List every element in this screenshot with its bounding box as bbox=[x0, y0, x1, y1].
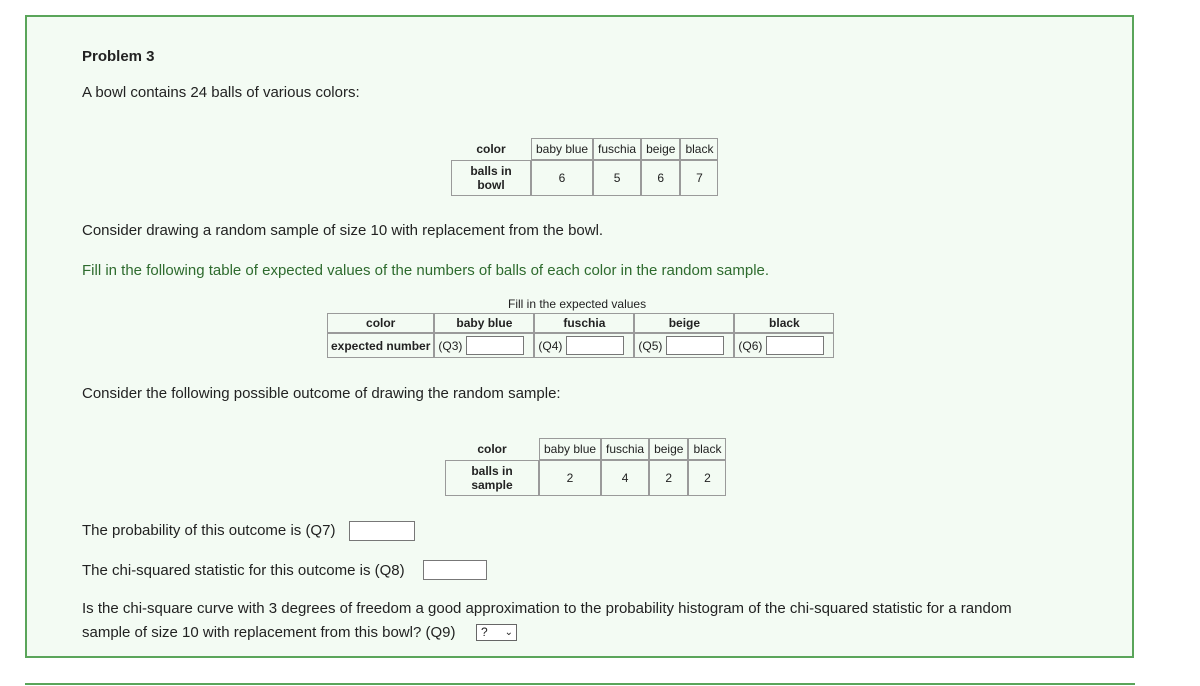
bowl-table-count: 6 bbox=[641, 160, 680, 196]
sample-table-count: 2 bbox=[649, 460, 688, 496]
bowl-table-header-row bbox=[451, 138, 718, 160]
expected-cell-q5 bbox=[634, 333, 734, 358]
q3-label: (Q3) bbox=[438, 338, 463, 353]
expected-cell-q3 bbox=[434, 333, 534, 358]
expected-table-caption: Fill in the expected values bbox=[508, 297, 647, 311]
bowl-table-count-row bbox=[451, 160, 718, 196]
bowl-table-count: 7 bbox=[680, 160, 718, 196]
expected-cell-q6 bbox=[734, 333, 834, 358]
sample-sentence: Consider drawing a random sample of size 10 with replacement from the bowl. bbox=[82, 222, 604, 239]
expected-table-color: fuschia bbox=[534, 313, 634, 333]
expected-table-color-label: color bbox=[327, 313, 434, 333]
q4-label: (Q4) bbox=[538, 338, 563, 353]
sample-table-count: 2 bbox=[539, 460, 601, 496]
expected-table-header-row bbox=[327, 313, 834, 333]
bowl-table-count: 5 bbox=[593, 160, 641, 196]
expected-table-color: baby blue bbox=[434, 313, 534, 333]
q4-input[interactable] bbox=[566, 336, 624, 355]
sample-table-count: 4 bbox=[601, 460, 649, 496]
q5-input[interactable] bbox=[666, 336, 724, 355]
intro-text: A bowl contains 24 balls of various colors: bbox=[82, 84, 360, 101]
fill-instruction: Fill in the following table of expected values of the numbers of balls of each color in the random sample. bbox=[82, 262, 770, 279]
expected-table-input-row bbox=[327, 333, 834, 358]
q9-text-line2: sample of size 10 with replacement from this bowl? (Q9) bbox=[82, 624, 456, 641]
sample-table-color: fuschia bbox=[601, 438, 649, 460]
outcome-sentence: Consider the following possible outcome of drawing the random sample: bbox=[82, 385, 561, 402]
sample-table-color-label: color bbox=[445, 438, 539, 460]
chevron-down-icon: ⌄ bbox=[504, 627, 513, 638]
sample-table-color: baby blue bbox=[539, 438, 601, 460]
bottom-divider bbox=[25, 683, 1135, 685]
q9-select-value: ? bbox=[481, 625, 488, 639]
bowl-table-count-label: balls in bowl bbox=[451, 160, 531, 196]
q6-label: (Q6) bbox=[738, 338, 763, 353]
bowl-table-color-label: color bbox=[451, 138, 531, 160]
bowl-table-color: beige bbox=[641, 138, 680, 160]
q8-text: The chi-squared statistic for this outcome is (Q8) bbox=[82, 562, 405, 579]
sample-table bbox=[445, 438, 726, 496]
bowl-table-color: fuschia bbox=[593, 138, 641, 160]
bowl-table-count: 6 bbox=[531, 160, 593, 196]
expected-table-color: black bbox=[734, 313, 834, 333]
q3-input[interactable] bbox=[466, 336, 524, 355]
q6-input[interactable] bbox=[766, 336, 824, 355]
expected-cell-q4 bbox=[534, 333, 634, 358]
q9-text-line1: Is the chi-square curve with 3 degrees of freedom a good approximation to the probability histogram of the chi-squared statistic for a random bbox=[82, 600, 1012, 617]
q5-label: (Q5) bbox=[638, 338, 663, 353]
q7-text: The probability of this outcome is (Q7) bbox=[82, 522, 336, 539]
q9-select[interactable] bbox=[476, 624, 517, 641]
expected-table bbox=[327, 313, 834, 358]
expected-table-color: beige bbox=[634, 313, 734, 333]
sample-table-color: beige bbox=[649, 438, 688, 460]
bowl-table bbox=[451, 138, 718, 196]
sample-table-count: 2 bbox=[688, 460, 726, 496]
expected-table-row-label: expected number bbox=[327, 333, 434, 358]
sample-table-count-row bbox=[445, 460, 726, 496]
problem-title: Problem 3 bbox=[82, 48, 155, 65]
q7-input[interactable] bbox=[349, 521, 415, 541]
q8-input[interactable] bbox=[423, 560, 487, 580]
sample-table-header-row bbox=[445, 438, 726, 460]
bowl-table-color: black bbox=[680, 138, 718, 160]
sample-table-count-label: balls in sample bbox=[445, 460, 539, 496]
bowl-table-color: baby blue bbox=[531, 138, 593, 160]
sample-table-color: black bbox=[688, 438, 726, 460]
